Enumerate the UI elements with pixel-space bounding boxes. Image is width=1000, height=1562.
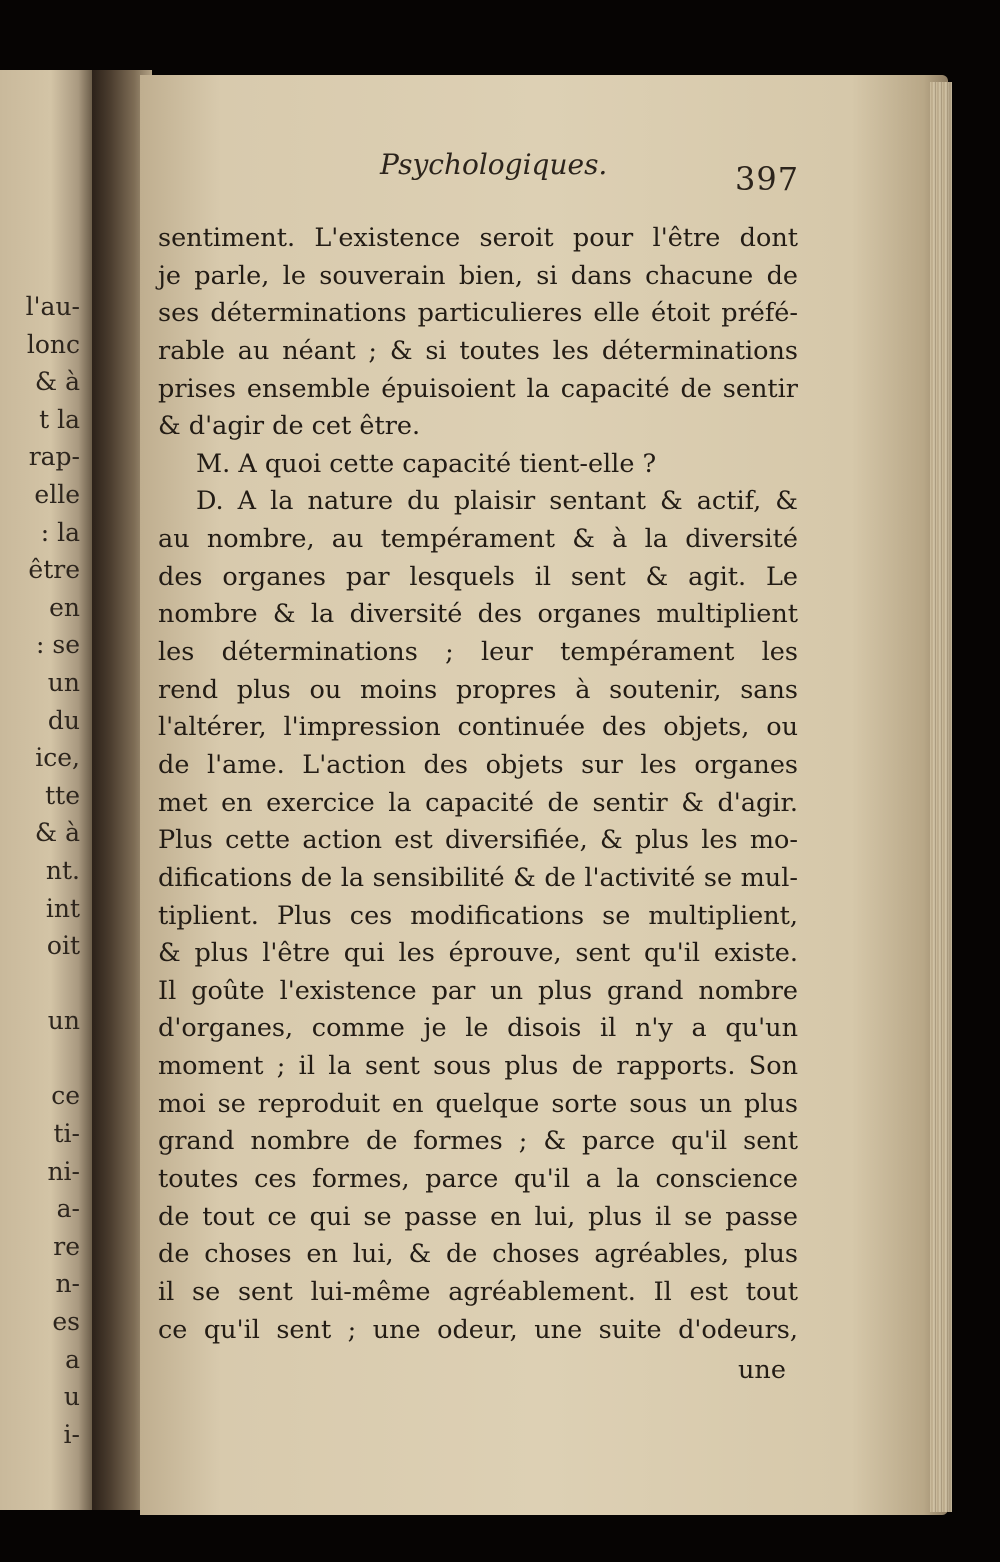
text-line: ses déterminations particulieres elle étoit préfé- bbox=[158, 298, 798, 329]
left-line-fragment: nt. bbox=[45, 855, 80, 885]
left-line-fragment: l'au- bbox=[25, 292, 80, 321]
text-line: moment ; il la sent sous plus de rapports. Son bbox=[158, 1051, 798, 1082]
left-line-fragment: du bbox=[47, 705, 80, 735]
left-line-fragment: & à bbox=[34, 367, 80, 397]
left-line-fragment: : la bbox=[40, 517, 80, 547]
left-line-fragment: es bbox=[52, 1307, 80, 1337]
left-facing-page bbox=[0, 70, 92, 1510]
left-line-fragment: lonc bbox=[26, 329, 80, 359]
text-line: il se sent lui-même agréablement. Il est tout bbox=[158, 1276, 798, 1307]
text-line: sentiment. L'existence seroit pour l'être dont bbox=[158, 223, 798, 253]
left-line-fragment bbox=[0, 965, 80, 1003]
text-line: d'organes, comme je le disois il n'y a qu'un bbox=[158, 1013, 798, 1044]
left-line-fragment: a- bbox=[56, 1194, 80, 1224]
left-line-fragment: tte bbox=[45, 780, 80, 810]
left-line-fragment: ice, bbox=[35, 743, 80, 773]
text-line: rend plus ou moins propres à soutenir, sans bbox=[158, 674, 798, 705]
left-line-fragment: un bbox=[47, 1006, 80, 1036]
left-line-fragment: rap- bbox=[28, 442, 80, 472]
text-line: de choses en lui, & de choses agréables, plus bbox=[158, 1239, 798, 1270]
body-text bbox=[158, 220, 798, 1349]
running-head: Psychologiques. bbox=[380, 148, 608, 181]
text-line: des organes par lesquels il sent & agit. Le bbox=[158, 561, 798, 592]
left-line-fragment: int bbox=[45, 893, 80, 923]
text-line: difications de la sensibilité & de l'activité se mul- bbox=[158, 862, 798, 893]
text-line: tiplient. Plus ces modifications se multiplient, bbox=[158, 900, 798, 931]
text-line: de l'ame. L'action des objets sur les organes bbox=[158, 749, 798, 780]
page-number: 397 bbox=[735, 160, 800, 198]
left-line-fragment: un bbox=[47, 667, 80, 697]
left-line-fragment: oit bbox=[46, 931, 80, 961]
left-line-fragment: i- bbox=[63, 1419, 80, 1449]
text-line: de tout ce qui se passe en lui, plus il se passe bbox=[158, 1201, 798, 1232]
left-line-fragment: en bbox=[49, 592, 80, 622]
page-edges bbox=[930, 82, 952, 1512]
left-page-line-fragments bbox=[0, 288, 80, 1453]
text-line: & d'agir de cet être. bbox=[158, 411, 421, 442]
left-line-fragment: re bbox=[53, 1231, 80, 1261]
text-line: Plus cette action est diversifiée, & plus les mo- bbox=[158, 825, 798, 856]
catchword: une bbox=[738, 1355, 786, 1385]
text-line: D. A la nature du plaisir sentant & actif, & bbox=[196, 486, 798, 517]
text-line: prises ensemble épuisoient la capacité de sentir bbox=[158, 373, 798, 404]
text-line: moi se reproduit en quelque sorte sous un plus bbox=[158, 1088, 798, 1119]
left-line-fragment bbox=[0, 1040, 80, 1078]
left-line-fragment: n- bbox=[55, 1269, 80, 1299]
text-line: ce qu'il sent ; une odeur, une suite d'odeurs, bbox=[158, 1314, 798, 1345]
text-line: l'altérer, l'impression continuée des objets, ou bbox=[158, 712, 798, 743]
text-line: rable au néant ; & si toutes les déterminations bbox=[158, 335, 798, 366]
left-line-fragment: t la bbox=[39, 404, 80, 434]
left-line-fragment: u bbox=[63, 1382, 80, 1412]
left-line-fragment: : se bbox=[36, 630, 80, 660]
left-line-fragment: & à bbox=[34, 818, 80, 848]
text-line: je parle, le souverain bien, si dans chacune de bbox=[158, 260, 798, 291]
left-line-fragment: elle bbox=[34, 479, 80, 509]
left-line-fragment: être bbox=[28, 555, 80, 585]
left-line-fragment: a bbox=[65, 1344, 80, 1374]
text-line: met en exercice la capacité de sentir & d'agir. bbox=[158, 787, 798, 818]
text-line: & plus l'être qui les éprouve, sent qu'il existe. bbox=[158, 938, 798, 969]
left-line-fragment: ni- bbox=[47, 1156, 80, 1186]
text-line: nombre & la diversité des organes multiplient bbox=[158, 599, 798, 630]
text-line: grand nombre de formes ; & parce qu'il sent bbox=[158, 1126, 798, 1157]
left-line-fragment: ce bbox=[51, 1081, 80, 1111]
text-line: au nombre, au tempérament & à la diversité bbox=[158, 524, 798, 555]
text-line: les déterminations ; leur tempérament les bbox=[158, 637, 798, 668]
text-line: toutes ces formes, parce qu'il a la conscience bbox=[158, 1164, 798, 1195]
left-line-fragment: ti- bbox=[53, 1119, 80, 1149]
text-line: Il goûte l'existence par un plus grand nombre bbox=[158, 975, 798, 1006]
text-line: M. A quoi cette capacité tient-elle ? bbox=[196, 448, 657, 479]
